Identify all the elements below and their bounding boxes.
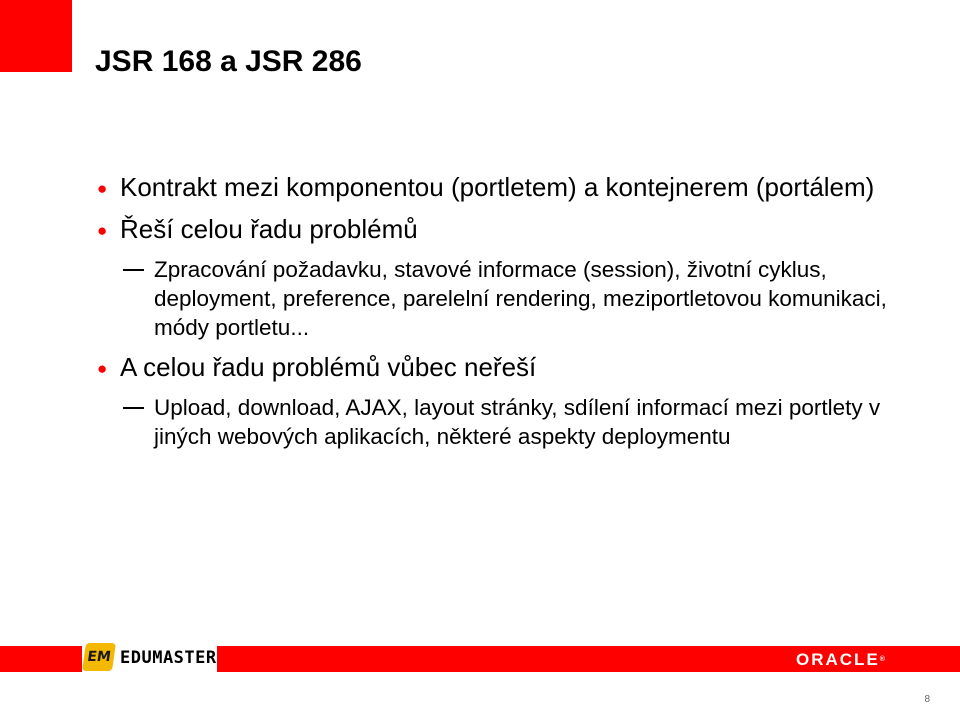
page-number: 8 — [924, 694, 930, 705]
dash-icon — [123, 407, 144, 409]
slide-content — [97, 171, 917, 460]
bullet-text: Řeší celou řadu problémů — [120, 214, 418, 244]
sub-bullet-item — [97, 255, 917, 342]
bullet-text: Kontrakt mezi komponentou (portletem) a kontejnerem (portálem) — [120, 172, 875, 202]
sub-bullet-text: Upload, download, AJAX, layout stránky, sdílení informací mezi portlety v jiných webových aplikacích, některé aspekty deploymentu — [154, 395, 881, 449]
bullet-item — [97, 171, 917, 204]
sub-bullet-item — [97, 393, 917, 451]
bullet-item — [97, 213, 917, 246]
bullet-dot-icon: ● — [97, 359, 108, 378]
sub-bullet-text: Zpracování požadavku, stavové informace (session), životní cyklus, deployment, preference, parelelní rendering, meziportletovou komunikaci, módy portletu... — [154, 257, 887, 340]
oracle-registered-mark: ® — [879, 656, 885, 663]
bullet-text: A celou řadu problémů vůbec neřeší — [120, 352, 537, 382]
dash-icon — [123, 269, 144, 271]
edumaster-badge-text: EM — [86, 649, 112, 665]
oracle-logo — [796, 646, 885, 673]
edumaster-logo: EDUMASTER — [120, 648, 217, 668]
corner-accent-block — [0, 0, 72, 72]
slide-title: JSR 168 a JSR 286 — [95, 45, 362, 78]
bullet-dot-icon: ● — [97, 179, 108, 198]
oracle-logo-text: ORACLE — [796, 650, 880, 669]
bullet-dot-icon: ● — [97, 221, 108, 240]
bullet-item — [97, 351, 917, 384]
edumaster-badge-icon — [82, 643, 116, 671]
